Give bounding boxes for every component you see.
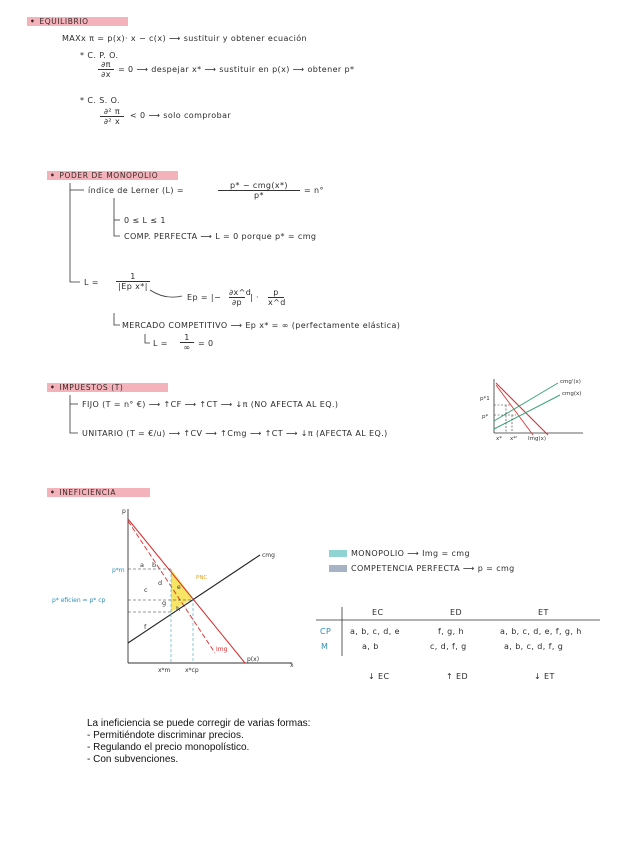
impuestos-unitario: UNITARIO (T = €/u) ⟶ ↑CV ⟶ ↑Cmg ⟶ ↑CT ⟶ ↓π (AFECTA AL EQ.) — [82, 429, 388, 438]
table-row-label-m: M — [321, 642, 329, 651]
table-footer-ec: ↓ EC — [368, 672, 390, 681]
lerner-prefix: índice de Lerner (L) = — [88, 186, 184, 195]
l-inf-suffix: = 0 — [198, 339, 214, 348]
tax-label-x1: x* — [496, 436, 503, 442]
table-cell-cp-ed: f, g, h — [438, 627, 464, 636]
fraction-den: x^d — [268, 298, 286, 307]
px-label: p(x) — [247, 656, 260, 663]
p-axis-label: p — [122, 508, 126, 515]
xm-label: x*m — [158, 667, 171, 674]
table-cell-m-et: a, b, c, d, f, g — [504, 642, 564, 651]
section-header-ineficiencia: • INEFICIENCIA — [47, 488, 150, 497]
pcp-label: p* eficien = p* cp — [52, 597, 106, 604]
tax-label-cmg1: cmg'(x) — [560, 379, 581, 385]
lerner-suffix: = n° — [304, 186, 324, 195]
fraction-num: ∂x^d — [229, 288, 252, 297]
section-header-equilibrio: • EQUILIBRIO — [27, 17, 128, 26]
note-item-3: - Con subvenciones. — [87, 754, 179, 765]
table-cell-cp-ec: a, b, c, d, e — [350, 627, 400, 636]
fraction-num: p — [268, 288, 284, 298]
legend-monopolio: MONOPOLIO ⟶ Img = cmg — [351, 549, 470, 558]
xcp-label: x*cp — [185, 667, 199, 674]
fraction-num: 1 — [116, 272, 150, 282]
fraction-num: ∂π — [98, 60, 114, 70]
region-a: a — [140, 561, 144, 569]
mercado-competitivo: MERCADO COMPETITIVO ⟶ Ep x* = ∞ (perfectamente elástica) — [122, 321, 401, 330]
img-label: Img — [216, 646, 228, 653]
fraction-den: p* — [254, 191, 264, 200]
region-d: d — [158, 579, 163, 587]
fraction-den: ∂p — [231, 298, 242, 307]
l-prefix: L = — [84, 278, 99, 287]
section-header-poder: • PODER DE MONOPOLIO — [47, 171, 178, 180]
pm-label: p*m — [112, 567, 125, 574]
tax-label-x0: x*' — [510, 436, 518, 442]
region-g: g — [162, 599, 167, 607]
table-cell-m-ed: c, d, f, g — [430, 642, 467, 651]
fraction-den: |Ep x*| — [118, 282, 148, 291]
section-header-impuestos: • IMPUESTOS (T) — [47, 383, 168, 392]
inefficiency-note — [87, 718, 310, 766]
ep-separator: | · — [250, 293, 259, 302]
region-e: e — [177, 584, 181, 591]
table-cell-m-ec: a, b — [362, 642, 379, 651]
note-item-1: - Permitiéndote discriminar precios. — [87, 730, 244, 741]
table-footer-ed: ↑ ED — [446, 672, 469, 681]
impuestos-fijo: FIJO (T = n° €) ⟶ ↑CF ⟶ ↑CT ⟶ ↓π (NO AFECTA AL EQ.) — [82, 400, 339, 409]
tax-label-cmg0: cmg(x) — [562, 391, 582, 397]
legend-competencia: COMPETENCIA PERFECTA ⟶ p = cmg — [351, 564, 515, 573]
l-inf-prefix: L = — [153, 339, 168, 348]
tax-label-img: Img(x) — [528, 436, 547, 442]
pnc-label: PNC — [196, 575, 208, 581]
fraction-den: ∂² x — [103, 117, 121, 126]
note-title: La ineficiencia se puede corregir de varias formas: — [87, 718, 311, 729]
region-b: b — [152, 561, 157, 569]
header-text: EQUILIBRIO — [39, 17, 89, 26]
tax-label-p0: p* — [482, 414, 489, 420]
region-h: h — [176, 605, 181, 613]
header-text: INEFICIENCIA — [59, 488, 117, 497]
poder-branch2: COMP. PERFECTA ⟶ L = 0 porque p* = cmg — [124, 232, 317, 241]
equilibrio-line1: MAXx π = p(x)· x − c(x) ⟶ sustituir y obtener ecuación — [62, 34, 307, 43]
poder-branch1: 0 ≤ L ≤ 1 — [124, 216, 166, 225]
fraction-num: p* − cmg(x*) — [218, 181, 300, 191]
ep-prefix: Ep = |− — [187, 293, 222, 302]
note-item-2: - Regulando el precio monopolístico. — [87, 742, 250, 753]
table-header-ed: ED — [450, 608, 463, 617]
tax-label-p1: p*1 — [480, 396, 490, 402]
fraction-den: ∂x — [101, 70, 111, 79]
cpo-label: * C. P. O. — [80, 51, 119, 60]
region-f: f — [144, 623, 147, 631]
table-row-label-cp: CP — [320, 627, 332, 636]
cso-label: * C. S. O. — [80, 96, 120, 105]
fraction-den: ∞ — [183, 343, 191, 352]
table-header-ec: EC — [372, 608, 384, 617]
header-text: PODER DE MONOPOLIO — [59, 171, 159, 180]
table-header-et: ET — [538, 608, 549, 617]
table-cell-cp-et: a, b, c, d, e, f, g, h — [500, 627, 582, 636]
region-c: c — [144, 586, 148, 594]
fraction-num: ∂² π — [100, 107, 124, 117]
fraction-num: 1 — [180, 333, 194, 343]
table-footer-et: ↓ ET — [534, 672, 555, 681]
cmg-label: cmg — [262, 552, 275, 559]
x-axis-label: x — [290, 662, 294, 669]
cso-rest: < 0 ⟶ solo comprobar — [130, 111, 232, 120]
header-text: IMPUESTOS (T) — [59, 383, 124, 392]
cpo-rest: = 0 ⟶ despejar x* ⟶ sustituir en p(x) ⟶ obtener p* — [118, 65, 355, 74]
